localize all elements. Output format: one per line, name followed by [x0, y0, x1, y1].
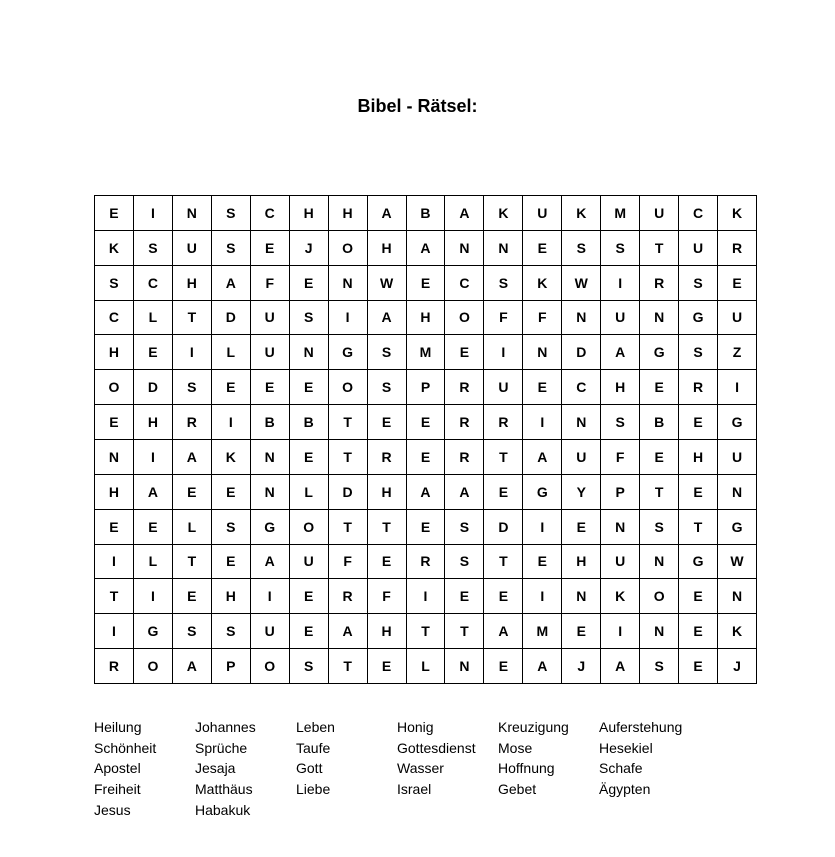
grid-cell: E — [251, 231, 290, 266]
grid-cell: A — [134, 475, 173, 510]
grid-cell: G — [679, 545, 718, 580]
grid-cell: E — [679, 405, 718, 440]
grid-cell: W — [562, 266, 601, 301]
grid-cell: S — [212, 231, 251, 266]
grid-cell: J — [562, 649, 601, 684]
grid-cell: F — [601, 440, 640, 475]
grid-cell: M — [523, 614, 562, 649]
grid-cell: T — [484, 545, 523, 580]
grid-cell: N — [601, 510, 640, 545]
grid-cell: L — [134, 301, 173, 336]
grid-cell: A — [601, 335, 640, 370]
grid-cell: U — [523, 196, 562, 231]
grid-cell: E — [368, 545, 407, 580]
grid-cell: A — [523, 649, 562, 684]
grid-cell: A — [329, 614, 368, 649]
grid-cell: E — [290, 440, 329, 475]
grid-cell: O — [640, 579, 679, 614]
puzzle-grid — [94, 195, 757, 684]
grid-cell: D — [329, 475, 368, 510]
word-item: Honig — [397, 719, 434, 735]
grid-cell: G — [679, 301, 718, 336]
grid-cell: E — [134, 335, 173, 370]
word-column — [498, 717, 599, 821]
grid-cell: R — [445, 370, 484, 405]
grid-cell: N — [445, 231, 484, 266]
grid-cell: A — [368, 196, 407, 231]
grid-cell: H — [212, 579, 251, 614]
grid-cell: I — [173, 335, 212, 370]
grid-cell: I — [329, 301, 368, 336]
grid-cell: P — [601, 475, 640, 510]
grid-cell: S — [601, 231, 640, 266]
grid-cell: H — [329, 196, 368, 231]
grid-cell: B — [640, 405, 679, 440]
grid-cell: R — [407, 545, 446, 580]
grid-cell: R — [445, 440, 484, 475]
grid-cell: T — [679, 510, 718, 545]
grid-cell: C — [562, 370, 601, 405]
grid-cell: N — [484, 231, 523, 266]
grid-cell: I — [95, 614, 134, 649]
grid-cell: U — [562, 440, 601, 475]
grid-cell: F — [523, 301, 562, 336]
grid-cell: E — [95, 196, 134, 231]
grid-cell: L — [173, 510, 212, 545]
grid-cell: H — [95, 335, 134, 370]
grid-cell: I — [134, 196, 173, 231]
grid-cell: N — [523, 335, 562, 370]
grid-cell: A — [407, 231, 446, 266]
grid-cell: S — [173, 370, 212, 405]
grid-cell: I — [484, 335, 523, 370]
grid-cell: H — [407, 301, 446, 336]
word-column — [94, 717, 195, 821]
grid-cell: A — [445, 475, 484, 510]
grid-cell: N — [640, 545, 679, 580]
grid-cell: E — [407, 440, 446, 475]
grid-cell: O — [329, 231, 368, 266]
grid-cell: E — [290, 370, 329, 405]
grid-cell: S — [640, 649, 679, 684]
grid-cell: L — [407, 649, 446, 684]
grid-cell: K — [718, 196, 757, 231]
grid-cell: A — [523, 440, 562, 475]
grid-cell: C — [679, 196, 718, 231]
grid-cell: O — [290, 510, 329, 545]
grid-cell: U — [601, 301, 640, 336]
grid-cell: E — [290, 266, 329, 301]
grid-cell: T — [640, 231, 679, 266]
grid-cell: B — [251, 405, 290, 440]
grid-cell: D — [562, 335, 601, 370]
grid-cell: U — [601, 545, 640, 580]
grid-cell: E — [718, 266, 757, 301]
grid-cell: T — [640, 475, 679, 510]
grid-cell: E — [523, 231, 562, 266]
grid-cell: I — [407, 579, 446, 614]
grid-cell: W — [368, 266, 407, 301]
grid-cell: P — [407, 370, 446, 405]
page-title: Bibel - Rätsel: — [357, 96, 478, 116]
word-item: Apostel — [94, 760, 141, 777]
grid-cell: M — [407, 335, 446, 370]
grid-cell: I — [134, 440, 173, 475]
grid-cell: S — [679, 335, 718, 370]
grid-cell: K — [484, 196, 523, 231]
word-item: Ägypten — [599, 781, 651, 798]
grid-cell: E — [679, 614, 718, 649]
grid-cell: E — [290, 614, 329, 649]
grid-cell: M — [601, 196, 640, 231]
grid-cell: S — [212, 196, 251, 231]
grid-cell: E — [484, 475, 523, 510]
grid-cell: D — [134, 370, 173, 405]
grid-cell: U — [640, 196, 679, 231]
grid-cell: H — [368, 614, 407, 649]
grid-cell: F — [368, 579, 407, 614]
grid-cell: I — [523, 579, 562, 614]
grid-cell: O — [251, 649, 290, 684]
grid-cell: S — [212, 614, 251, 649]
grid-cell: S — [445, 510, 484, 545]
grid-cell: K — [562, 196, 601, 231]
grid-cell: G — [640, 335, 679, 370]
grid-cell: G — [134, 614, 173, 649]
grid-cell: S — [679, 266, 718, 301]
grid-cell: H — [679, 440, 718, 475]
grid-cell: H — [95, 475, 134, 510]
grid-cell: D — [484, 510, 523, 545]
grid-cell: E — [407, 405, 446, 440]
grid-cell: U — [251, 301, 290, 336]
grid-cell: U — [173, 231, 212, 266]
word-item: Matthäus — [195, 781, 253, 798]
grid-cell: T — [329, 510, 368, 545]
grid-cell: N — [718, 475, 757, 510]
word-item: Hesekiel — [599, 739, 653, 756]
grid-cell: I — [601, 614, 640, 649]
grid-cell: E — [562, 510, 601, 545]
grid-cell: T — [445, 614, 484, 649]
grid-cell: E — [368, 649, 407, 684]
grid-cell: L — [212, 335, 251, 370]
grid-cell: J — [290, 231, 329, 266]
word-item: Taufe — [296, 739, 331, 756]
grid-cell: I — [523, 405, 562, 440]
grid-cell: L — [290, 475, 329, 510]
grid-cell: E — [95, 510, 134, 545]
word-item: Hoffnung — [498, 760, 555, 777]
grid-cell: G — [718, 510, 757, 545]
word-item: Auferstehung — [599, 719, 683, 735]
grid-cell: E — [445, 579, 484, 614]
grid-cell: E — [484, 579, 523, 614]
word-item: Schönheit — [94, 739, 157, 756]
grid-cell: E — [407, 510, 446, 545]
grid-cell: S — [445, 545, 484, 580]
word-item: Sprüche — [195, 739, 248, 756]
grid-cell: N — [640, 614, 679, 649]
grid-cell: U — [251, 614, 290, 649]
grid-cell: S — [368, 370, 407, 405]
grid-cell: F — [329, 545, 368, 580]
grid-cell: R — [329, 579, 368, 614]
grid-cell: R — [640, 266, 679, 301]
grid-cell: K — [212, 440, 251, 475]
grid-cell: U — [718, 301, 757, 336]
word-column — [599, 717, 719, 821]
grid-cell: E — [212, 545, 251, 580]
grid-cell: I — [95, 545, 134, 580]
grid-cell: E — [640, 440, 679, 475]
grid-cell: B — [290, 405, 329, 440]
grid-cell: S — [290, 649, 329, 684]
grid-cell: T — [329, 405, 368, 440]
grid-cell: K — [95, 231, 134, 266]
grid-cell: I — [134, 579, 173, 614]
grid-cell: E — [134, 510, 173, 545]
grid-cell: N — [329, 266, 368, 301]
grid-cell: J — [718, 649, 757, 684]
grid-cell: C — [134, 266, 173, 301]
grid-cell: S — [134, 231, 173, 266]
grid-cell: S — [640, 510, 679, 545]
word-column — [397, 717, 498, 821]
grid-cell: I — [718, 370, 757, 405]
grid-cell: L — [134, 545, 173, 580]
grid-cell: T — [329, 440, 368, 475]
grid-cell: G — [523, 475, 562, 510]
grid-cell: O — [445, 301, 484, 336]
grid-cell: U — [679, 231, 718, 266]
word-item: Gottesdienst — [397, 739, 476, 756]
grid-cell: E — [523, 545, 562, 580]
grid-cell: A — [173, 440, 212, 475]
grid-cell: N — [251, 440, 290, 475]
grid-cell: T — [484, 440, 523, 475]
grid-cell: Y — [562, 475, 601, 510]
grid-cell: E — [212, 370, 251, 405]
word-item: Gebet — [498, 781, 537, 798]
grid-cell: A — [601, 649, 640, 684]
grid-cell: I — [601, 266, 640, 301]
grid-cell: U — [484, 370, 523, 405]
word-item: Israel — [397, 781, 432, 798]
word-item: Heilung — [94, 719, 142, 735]
grid-cell: S — [290, 301, 329, 336]
grid-cell: H — [173, 266, 212, 301]
grid-cell: G — [251, 510, 290, 545]
grid-cell: E — [640, 370, 679, 405]
grid-cell: S — [562, 231, 601, 266]
grid-cell: O — [134, 649, 173, 684]
word-column — [296, 717, 397, 821]
grid-cell: R — [95, 649, 134, 684]
grid-cell: H — [368, 475, 407, 510]
grid-cell: T — [95, 579, 134, 614]
grid-cell: E — [173, 579, 212, 614]
grid-cell: C — [251, 196, 290, 231]
grid-cell: A — [445, 196, 484, 231]
grid-cell: A — [407, 475, 446, 510]
grid-cell: F — [484, 301, 523, 336]
grid-cell: N — [251, 475, 290, 510]
grid-cell: T — [368, 510, 407, 545]
grid-cell: R — [718, 231, 757, 266]
grid-cell: E — [562, 614, 601, 649]
grid-cell: N — [562, 579, 601, 614]
grid-cell: E — [679, 475, 718, 510]
word-item: Leben — [296, 719, 335, 735]
grid-cell: T — [173, 301, 212, 336]
grid-cell: E — [95, 405, 134, 440]
grid-cell: N — [95, 440, 134, 475]
grid-cell: E — [290, 579, 329, 614]
grid-cell: G — [718, 405, 757, 440]
grid-cell: W — [718, 545, 757, 580]
grid-cell: S — [173, 614, 212, 649]
grid-cell: T — [173, 545, 212, 580]
grid-cell: H — [562, 545, 601, 580]
grid-cell: N — [445, 649, 484, 684]
grid-cell: E — [679, 649, 718, 684]
grid-cell: A — [368, 301, 407, 336]
grid-cell: H — [368, 231, 407, 266]
grid-cell: H — [601, 370, 640, 405]
grid-cell: S — [601, 405, 640, 440]
grid-cell: I — [251, 579, 290, 614]
grid-cell: I — [212, 405, 251, 440]
word-item: Liebe — [296, 781, 331, 798]
word-item: Gott — [296, 760, 323, 777]
grid-cell: N — [562, 301, 601, 336]
word-item: Schafe — [599, 760, 643, 777]
grid-cell: R — [679, 370, 718, 405]
grid-cell: O — [329, 370, 368, 405]
grid-cell: N — [640, 301, 679, 336]
grid-cell: O — [95, 370, 134, 405]
grid-cell: T — [407, 614, 446, 649]
grid-cell: K — [601, 579, 640, 614]
grid-cell: S — [212, 510, 251, 545]
word-item: Kreuzigung — [498, 719, 569, 735]
word-item: Habakuk — [195, 801, 251, 818]
grid-cell: H — [134, 405, 173, 440]
grid-cell: A — [251, 545, 290, 580]
grid-cell: E — [173, 475, 212, 510]
grid-cell: E — [679, 579, 718, 614]
grid-cell: E — [407, 266, 446, 301]
grid-cell: E — [212, 475, 251, 510]
grid-cell: E — [484, 649, 523, 684]
grid-cell: R — [173, 405, 212, 440]
grid-cell: B — [407, 196, 446, 231]
grid-cell: S — [95, 266, 134, 301]
word-item: Freiheit — [94, 781, 141, 798]
grid-cell: N — [173, 196, 212, 231]
grid-cell: N — [562, 405, 601, 440]
grid-cell: E — [368, 405, 407, 440]
grid-cell: T — [329, 649, 368, 684]
grid-cell: E — [445, 335, 484, 370]
grid-cell: Z — [718, 335, 757, 370]
word-item: Mose — [498, 739, 533, 756]
word-column — [195, 717, 296, 821]
grid-cell: C — [445, 266, 484, 301]
grid-cell: U — [251, 335, 290, 370]
word-item: Wasser — [397, 760, 444, 777]
grid-cell: N — [718, 579, 757, 614]
grid-cell: P — [212, 649, 251, 684]
grid-cell: K — [523, 266, 562, 301]
word-list — [94, 717, 719, 821]
word-item: Jesaja — [195, 760, 236, 777]
word-item: Johannes — [195, 719, 256, 735]
grid-cell: S — [368, 335, 407, 370]
grid-cell: S — [484, 266, 523, 301]
grid-cell: A — [173, 649, 212, 684]
grid-cell: K — [718, 614, 757, 649]
grid-cell: R — [445, 405, 484, 440]
grid-cell: F — [251, 266, 290, 301]
grid-cell: U — [290, 545, 329, 580]
word-item: Jesus — [94, 801, 131, 818]
grid-cell: E — [523, 370, 562, 405]
grid-cell: H — [290, 196, 329, 231]
grid-cell: C — [95, 301, 134, 336]
grid-cell: I — [523, 510, 562, 545]
grid-cell: G — [329, 335, 368, 370]
grid-cell: E — [251, 370, 290, 405]
grid-cell: U — [718, 440, 757, 475]
grid-cell: D — [212, 301, 251, 336]
grid-cell: A — [484, 614, 523, 649]
grid-cell: R — [484, 405, 523, 440]
grid-cell: R — [368, 440, 407, 475]
grid-cell: A — [212, 266, 251, 301]
grid-cell: N — [290, 335, 329, 370]
